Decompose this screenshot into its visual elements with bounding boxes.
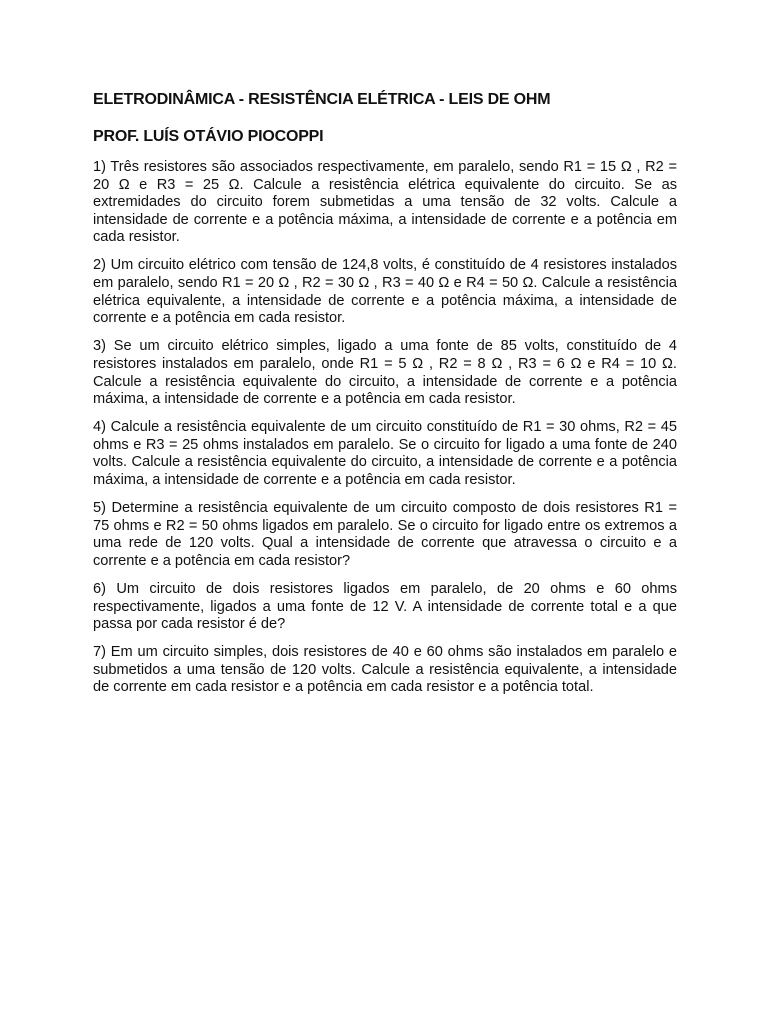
exercise-6: 6) Um circuito de dois resistores ligados em paralelo, de 20 ohms e 60 ohms respectivamente, ligados a uma fonte de 12 V. A intensidade de corrente total e a que passa por cada resistor é de? <box>93 580 677 633</box>
document-title: ELETRODINÂMICA - RESISTÊNCIA ELÉTRICA - LEIS DE OHM <box>93 91 551 108</box>
exercise-4: 4) Calcule a resistência equivalente de um circuito constituído de R1 = 30 ohms, R2 = 45 ohms e R3 = 25 ohms instalados em paralelo. Se o circuito for ligado a uma fonte de 240 volts. Calcule a resistência equivalente do circuito, a intensidade de corrente e a potência máxima, a intensidade de corrente e a potência em cada resistor. <box>93 419 677 488</box>
exercise-3: 3) Se um circuito elétrico simples, ligado a uma fonte de 85 volts, constituído de 4 resistores instalados em paralelo, onde R1 = 5 Ω , R2 = 8 Ω , R3 = 6 Ω e R4 = 10 Ω. Calcule a resistência equivalente do circuito, a intensidade de corrente e a potência máxima, a intensidade de corrente e a potência em cada resistor. <box>93 338 677 408</box>
exercise-2: 2) Um circuito elétrico com tensão de 124,8 volts, é constituído de 4 resistores instalados em paralelo, sendo R1 = 20 Ω , R2 = 30 Ω , R3 = 40 Ω e R4 = 50 Ω. Calcule a resistência elétrica equivalente, a intensidade de corrente e a potência máxima, a intensidade de corrente e a potência em cada resistor. <box>93 257 677 327</box>
exercise-5: 5) Determine a resistência equivalente de um circuito composto de dois resistores R1 = 75 ohms e R2 = 50 ohms ligados em paralelo. Se o circuito for ligado entre os extremos a uma rede de 120 volts. Qual a intensidade de corrente que atravessa o circuito e a corrente e a potência em cada resistor? <box>93 500 677 569</box>
document-author: PROF. LUÍS OTÁVIO PIOCOPPI <box>93 128 324 145</box>
exercise-7: 7) Em um circuito simples, dois resistores de 40 e 60 ohms são instalados em paralelo e submetidos a uma tensão de 120 volts. Calcule a resistência equivalente, a intensidade de corrente em cada resistor e a potência em cada resistor e a potência total. <box>93 644 677 696</box>
document-content <box>93 88 677 708</box>
exercise-1: 1) Três resistores são associados respectivamente, em paralelo, sendo R1 = 15 Ω , R2 = 20 Ω e R3 = 25 Ω. Calcule a resistência elétrica equivalente do circuito. Se as extremidades do circuito forem submetidas a uma tensão de 32 volts. Calcule a intensidade de corrente e a potência máxima, a intensidade de corrente e a potência em cada resistor. <box>93 159 677 246</box>
